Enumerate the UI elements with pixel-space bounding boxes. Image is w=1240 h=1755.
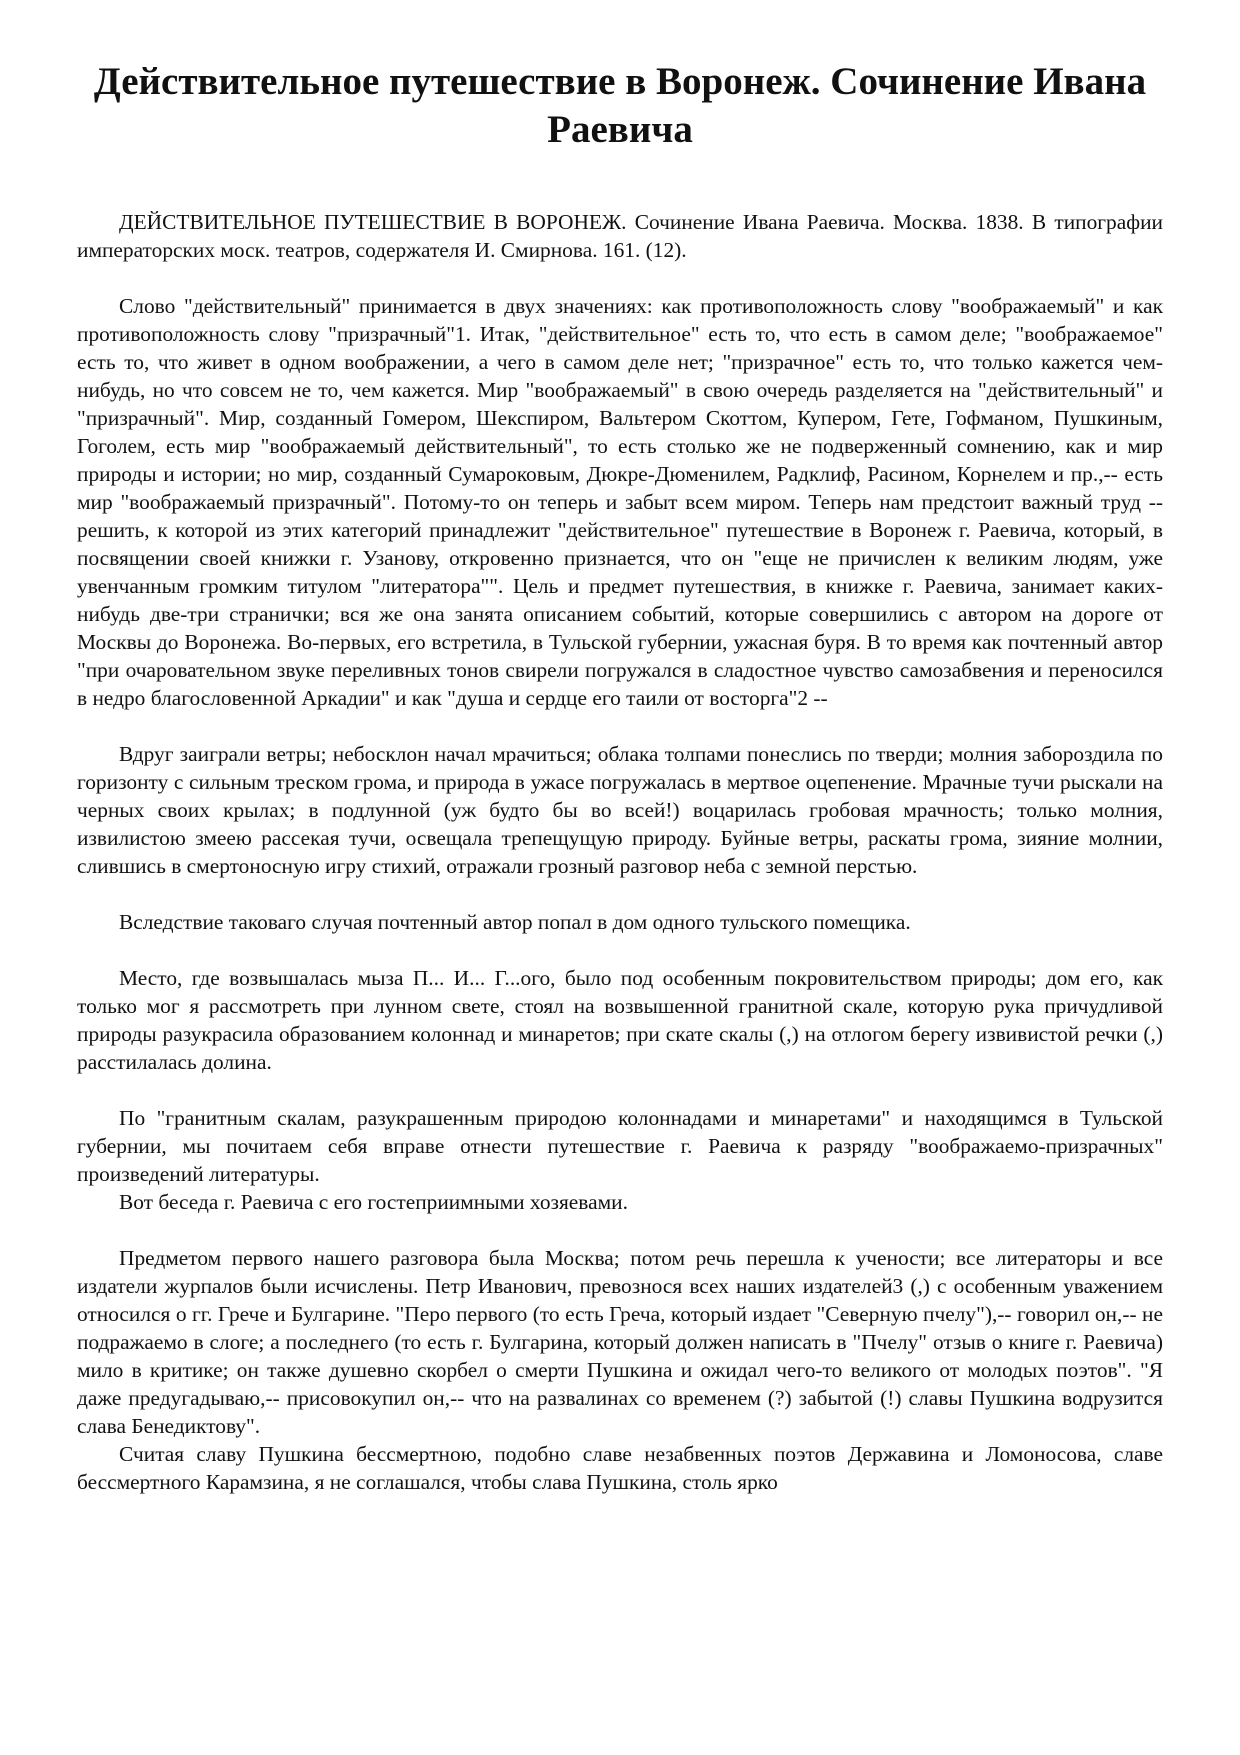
quote-paragraph: Предметом первого нашего разговора была Москва; потом речь перешла к учености; все литераторы и все издатели журпалов были исчислены. Петр Иванович, превознося всех наших издателей3 (,) с особенным уважением относился о гг. Грече и Булгарине. "Перо первого (то есть Греча, который издает "Северную пчелу"),-- говорил он,-- не подражаемо в слоге; а последнего (то есть г. Булгарина, который должен написать в "Пчелу" отзыв о книге г. Раевича) мило в критике; он также душевно скорбел о смерти Пушкина и ожидал чего-то великого от молодых поэтов". "Я даже предугадываю,-- присовокупил он,-- что на развалинах со временем (?) забытой (!) славы Пушкина водрузится слава Бенедиктову". bbox=[77, 1246, 1163, 1438]
document-title: Действительное путешествие в Воронеж. Сочинение Ивана Раевича bbox=[93, 60, 1147, 151]
quote-paragraph: Место, где возвышалась мыза П... И... Г...ого, было под особенным покровительством природы; дом его, как только мог я рассмотреть при лунном свете, стоял на возвышенной гранитной скале, которую рука причудливой природы разукрасила образованием колоннад и минаретов; при скате скалы (,) на отлогом берегу извивистой речки (,) расстилалась долина. bbox=[77, 966, 1163, 1074]
document-page bbox=[77, 58, 1163, 1496]
body-paragraph: По "гранитным скалам, разукрашенным природою колоннадами и минаретами" и находящимся в Тульской губернии, мы почитаем себя вправе отнести путешествие г. Раевича к разряду "воображаемо-призрачных" произведений литературы. bbox=[77, 1106, 1163, 1186]
body-paragraph: Вот беседа г. Раевича с его гостеприимными хозяевами. bbox=[119, 1190, 628, 1214]
bibliographic-paragraph: ДЕЙСТВИТЕЛЬНОЕ ПУТЕШЕСТВИЕ В ВОРОНЕЖ. Сочинение Ивана Раевича. Москва. 1838. В типографии императорских моск. театров, содержателя И. Смирнова. 161. (12). bbox=[77, 210, 1163, 262]
quote-paragraph: Вдруг заиграли ветры; небосклон начал мрачиться; облака толпами понеслись по тверди; молния забороздила по горизонту с сильным треском грома, и природа в ужасе погружалась в мертвое оцепенение. Мрачные тучи рыскали на черных своих крылах; в подлунной (уж будто бы во всей!) воцарилась гробовая мрачность; только молния, извилистою змеею рассекая тучи, освещала трепещущую природу. Буйные ветры, раскаты грома, зияние молнии, слившись в смертоносную игру стихий, отражали грозный разговор неба с земной перстью. bbox=[77, 742, 1163, 878]
body-paragraph: Вследствие таковаго случая почтенный автор попал в дом одного тульского помещика. bbox=[119, 910, 911, 934]
body-paragraph: Считая славу Пушкина бессмертною, подобно славе незабвенных поэтов Державина и Ломоносова, славе бессмертного Карамзина, я не соглашался, чтобы слава Пушкина, столь ярко bbox=[77, 1442, 1163, 1494]
body-paragraph: Слово "действительный" принимается в двух значениях: как противоположность слову "воображаемый" и как противоположность слову "призрачный"1. Итак, "действительное" есть то, что есть в самом деле; "воображаемое" есть то, что живет в одном воображении, а чего в самом деле нет; "призрачное" есть то, что только кажется чем-нибудь, но что совсем не то, чем кажется. Мир "воображаемый" в свою очередь разделяется на "действительный" и "призрачный". Мир, созданный Гомером, Шекспиром, Вальтером Скоттом, Купером, Гете, Гофманом, Пушкиным, Гоголем, есть мир "воображаемый действительный", то есть столько же не подверженный сомнению, как и мир природы и истории; но мир, созданный Сумароковым, Дюкре-Дюменилем, Радклиф, Расином, Корнелем и пр.,-- есть мир "воображаемый призрачный". Потому-то он теперь и забыт всем миром. Теперь нам предстоит важный труд -- решить, к которой из этих категорий принадлежит "действительное" путешествие в Воронеж г. Раевича, который, в посвящении своей книжки г. Узанову, откровенно признается, что он "еще не причислен к великим людям, уже увенчанным громким титулом "литератора"". Цель и предмет путешествия, в книжке г. Раевича, занимает каких-нибудь две-три странички; вся же она занята описанием событий, которые совершились с автором на дороге от Москвы до Воронежа. Во-первых, его встретила, в Тульской губернии, ужасная буря. В то время как почтенный автор "при очаровательном звуке переливных тонов свирели погружался в сладостное чувство самозабвения и переносился в недро благословенной Аркадии" и как "душа и сердце его таили от восторга"2 -- bbox=[77, 294, 1163, 710]
document-body bbox=[77, 208, 1163, 1496]
